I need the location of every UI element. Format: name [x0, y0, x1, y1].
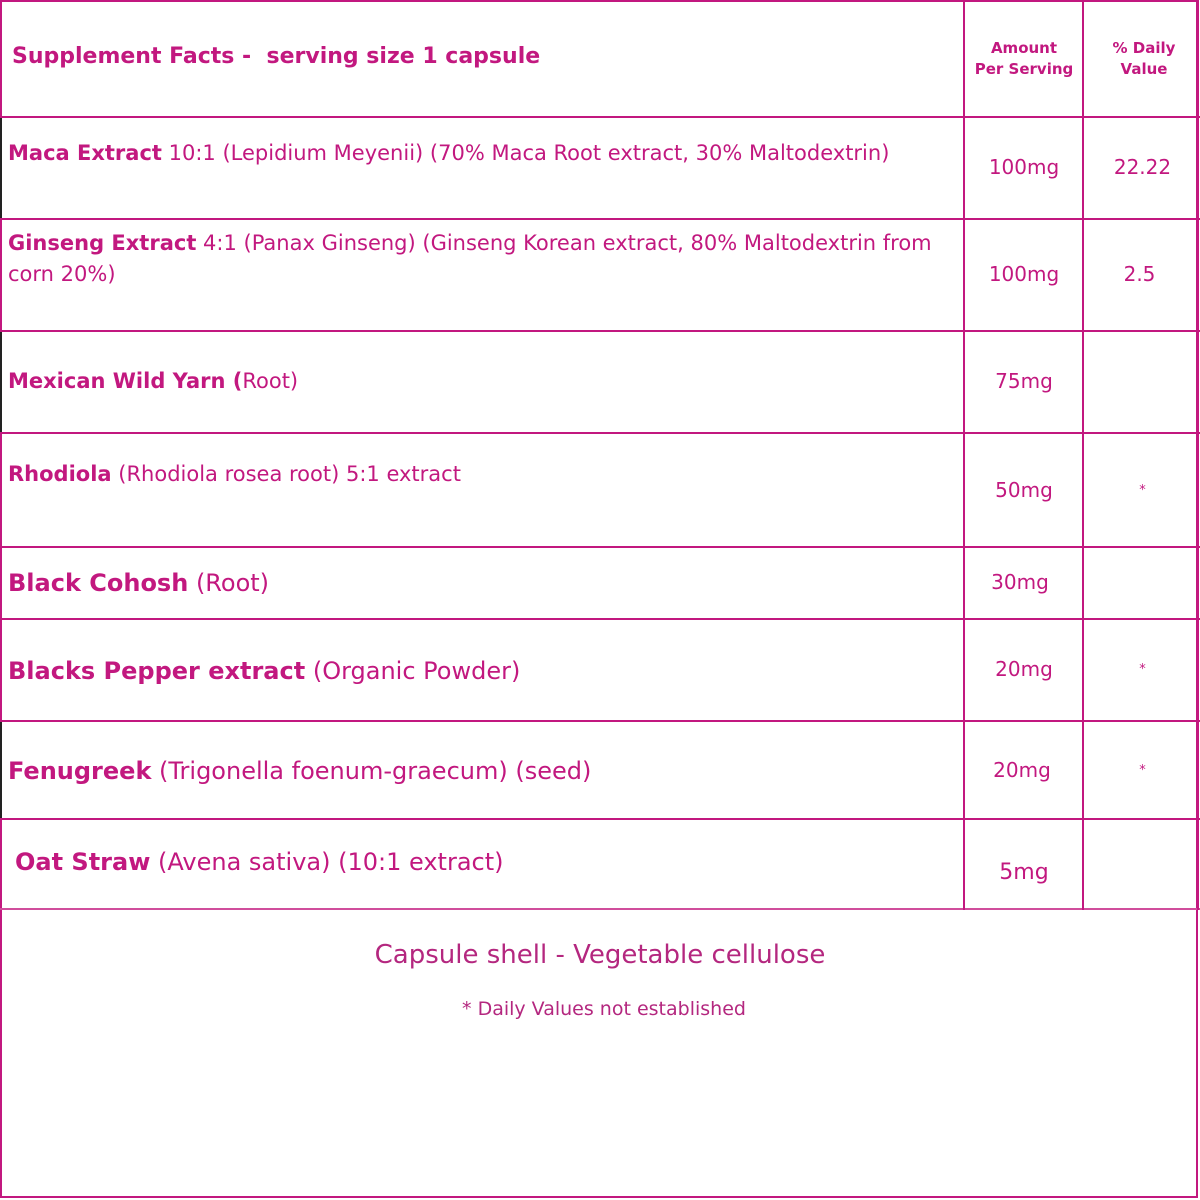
amount-header-line2: Per Serving	[974, 60, 1074, 78]
daily-value-cell: *	[1139, 483, 1146, 498]
amount-cell: 75mg	[995, 369, 1053, 393]
ingredient-cell	[8, 655, 948, 687]
ingredient-detail: (Trigonella foenum-graecum) (seed)	[151, 757, 592, 785]
ingredient-name: Ginseng Extract	[8, 231, 197, 255]
daily-values-footnote: * Daily Values not established	[462, 998, 746, 1020]
left-edge-accent	[0, 118, 2, 218]
ingredient-detail: Root)	[242, 369, 299, 393]
row-divider	[0, 720, 1200, 722]
ingredient-cell	[8, 755, 948, 787]
ingredient-cell	[8, 138, 948, 169]
amount-header-line1: Amount	[990, 39, 1058, 57]
ingredient-name: Maca Extract	[8, 141, 162, 165]
row-divider	[0, 908, 1200, 910]
amount-cell: 50mg	[995, 478, 1053, 502]
row-divider	[0, 818, 1200, 820]
ingredient-cell	[15, 846, 955, 878]
row-divider	[0, 546, 1200, 548]
row-divider	[0, 432, 1200, 434]
column-divider	[1082, 0, 1084, 910]
amount-cell: 20mg	[995, 657, 1053, 681]
ingredient-detail: (Rhodiola rosea root) 5:1 extract	[111, 462, 461, 486]
daily-value-cell: 22.22	[1113, 155, 1172, 179]
ingredient-cell	[8, 567, 948, 599]
ingredient-cell	[8, 459, 948, 490]
row-divider	[0, 116, 1200, 118]
ingredient-detail: 10:1 (Lepidium Meyenii) (70% Maca Root extract, 30% Maltodextrin)	[161, 141, 890, 165]
ingredient-name: Mexican Wild Yarn (	[8, 369, 243, 393]
ingredient-name: Blacks Pepper extract	[8, 657, 306, 685]
daily-value-cell: *	[1139, 662, 1146, 677]
dv-header-line2: Value	[1120, 60, 1168, 78]
ingredient-name: Black Cohosh	[8, 569, 189, 597]
ingredient-detail: (Avena sativa) (10:1 extract)	[150, 848, 504, 876]
amount-cell: 30mg	[991, 570, 1049, 594]
ingredient-detail: 4:1 (Panax Ginseng) (Ginseng Korean extract, 80% Maltodextrin from corn 20%)	[8, 231, 932, 286]
row-divider	[0, 618, 1200, 620]
ingredient-name: Fenugreek	[8, 757, 152, 785]
row-divider	[0, 330, 1200, 332]
ingredient-cell	[8, 228, 938, 290]
daily-value-cell: 2.5	[1123, 262, 1156, 286]
capsule-shell-note: Capsule shell - Vegetable cellulose	[374, 940, 826, 970]
ingredient-cell	[8, 366, 948, 397]
amount-column-header	[966, 38, 1082, 80]
daily-value-cell: *	[1139, 763, 1146, 778]
amount-cell: 100mg	[988, 155, 1060, 179]
ingredient-detail: (Root)	[188, 569, 270, 597]
ingredient-name: Rhodiola	[8, 462, 112, 486]
left-edge-accent	[0, 722, 2, 818]
amount-cell: 5mg	[999, 860, 1049, 885]
dv-header-line1: % Daily	[1112, 39, 1176, 57]
left-edge-accent	[0, 332, 2, 432]
row-divider	[0, 218, 1200, 220]
ingredient-name: Oat Straw	[15, 848, 151, 876]
ingredient-detail: (Organic Powder)	[305, 657, 521, 685]
amount-cell: 100mg	[988, 262, 1060, 286]
daily-value-column-header	[1085, 38, 1200, 80]
amount-cell: 20mg	[993, 758, 1051, 782]
page-title: Supplement Facts - serving size 1 capsule	[12, 44, 541, 69]
